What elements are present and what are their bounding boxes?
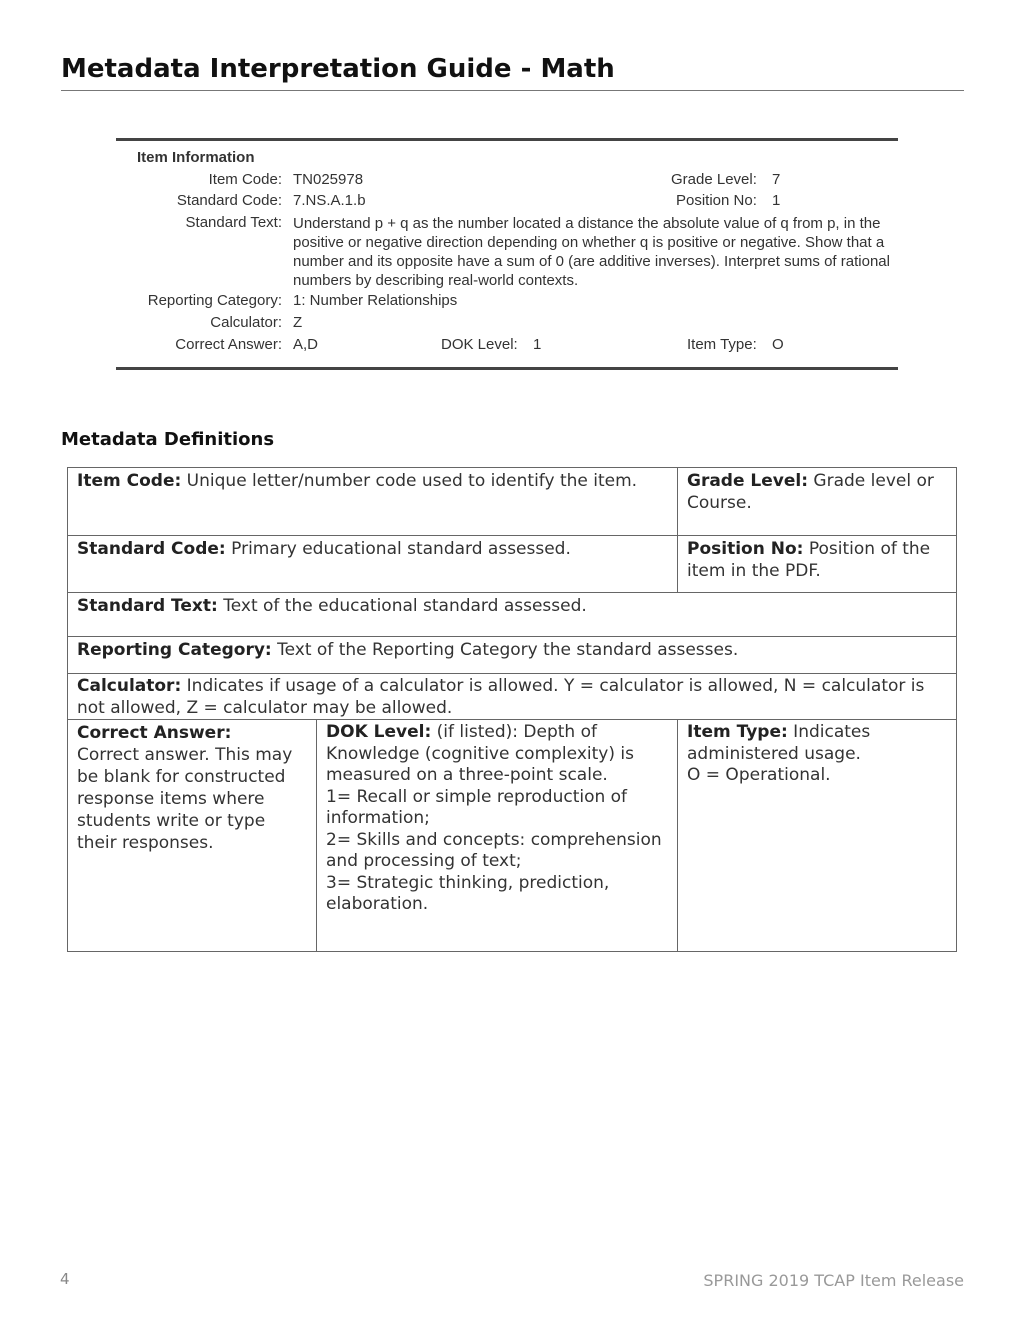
term-dok-level: DOK Level: xyxy=(326,722,432,742)
position-no-value: 1 xyxy=(772,192,781,209)
page-number: 4 xyxy=(60,1270,70,1288)
standard-code-value: 7.NS.A.1.b xyxy=(293,192,366,209)
desc-reporting-category: Text of the Reporting Category the standard assesses. xyxy=(271,640,739,660)
metadata-definitions-heading: Metadata Definitions xyxy=(61,429,275,450)
grade-level-label: Grade Level: xyxy=(671,171,757,188)
term-standard-code: Standard Code: xyxy=(77,539,226,559)
item-type-label: Item Type: xyxy=(687,336,757,353)
item-code-label: Item Code: xyxy=(208,171,282,188)
standard-text-value: Understand p + q as the number located a distance the absolute value of q from p, in the positive or negative direction depending on whether q is positive or negative. Show that a number and its opposite have a sum of 0 (are additive inverses). Interpret sums of rational numbers by describing real-world contexts. xyxy=(293,215,890,289)
item-type-operational: O = Operational. xyxy=(687,765,831,785)
correct-answer-label: Correct Answer: xyxy=(175,336,282,353)
term-grade-level: Grade Level: xyxy=(687,471,809,491)
definition-item-type xyxy=(677,719,957,952)
term-calculator: Calculator: xyxy=(77,676,182,696)
desc-correct-answer: Correct answer. This may be blank for constructed response items where students write or type their responses. xyxy=(77,745,293,853)
dok-level-2: 2= Skills and concepts: comprehension and processing of text; xyxy=(326,829,662,871)
item-type-value: O xyxy=(772,336,784,353)
position-no-label: Position No: xyxy=(676,192,757,209)
calculator-label: Calculator: xyxy=(210,314,282,331)
term-position-no: Position No: xyxy=(687,539,804,559)
desc-standard-code: Primary educational standard assessed. xyxy=(225,539,571,559)
term-correct-answer: Correct Answer: xyxy=(77,723,232,743)
calculator-value: Z xyxy=(293,314,303,331)
reporting-category-label: Reporting Category: xyxy=(147,292,282,309)
item-information-heading: Item Information xyxy=(137,149,255,166)
desc-calculator: Indicates if usage of a calculator is allowed. Y = calculator is allowed, N = calculator is not allowed, Z = calculator may be allowed. xyxy=(77,676,925,718)
definition-reporting-category xyxy=(67,636,957,674)
desc-position-no: Position of the item in the PDF. xyxy=(687,539,931,581)
desc-item-type: Indicates administered usage. xyxy=(687,722,871,764)
definition-correct-answer xyxy=(67,719,317,952)
term-item-type: Item Type: xyxy=(687,722,788,742)
dok-level-1: 1= Recall or simple reproduction of information; xyxy=(326,786,628,828)
dok-level-label: DOK Level: xyxy=(441,336,518,353)
definition-standard-code xyxy=(67,535,678,593)
definition-item-code xyxy=(67,467,678,536)
grade-level-value: 7 xyxy=(772,171,781,188)
desc-dok-level: (if listed): Depth of Knowledge (cognitive complexity) is measured on a three-point scale. xyxy=(326,722,634,785)
term-standard-text: Standard Text: xyxy=(77,596,218,616)
definition-grade-level xyxy=(677,467,957,536)
definition-dok-level xyxy=(316,719,678,952)
standard-text-label: Standard Text: xyxy=(185,214,282,231)
item-information-panel xyxy=(116,138,898,370)
page-title: Metadata Interpretation Guide - Math xyxy=(61,54,615,84)
desc-standard-text: Text of the educational standard assessed. xyxy=(217,596,587,616)
dok-level-3: 3= Strategic thinking, prediction, elaboration. xyxy=(326,872,610,914)
definition-standard-text xyxy=(67,592,957,637)
reporting-category-value: 1: Number Relationships xyxy=(293,292,458,309)
desc-grade-level: Grade level or Course. xyxy=(687,471,934,513)
desc-item-code: Unique letter/number code used to identify the item. xyxy=(181,471,638,491)
standard-code-label: Standard Code: xyxy=(176,192,282,209)
term-item-code: Item Code: xyxy=(77,471,182,491)
definition-position-no xyxy=(677,535,957,593)
definition-calculator xyxy=(67,673,957,720)
dok-level-value: 1 xyxy=(533,336,542,353)
item-code-value: TN025978 xyxy=(293,171,364,188)
term-reporting-category: Reporting Category: xyxy=(77,640,272,660)
title-divider xyxy=(61,90,964,91)
release-label: SPRING 2019 TCAP Item Release xyxy=(703,1271,964,1290)
correct-answer-value: A,D xyxy=(293,336,319,353)
